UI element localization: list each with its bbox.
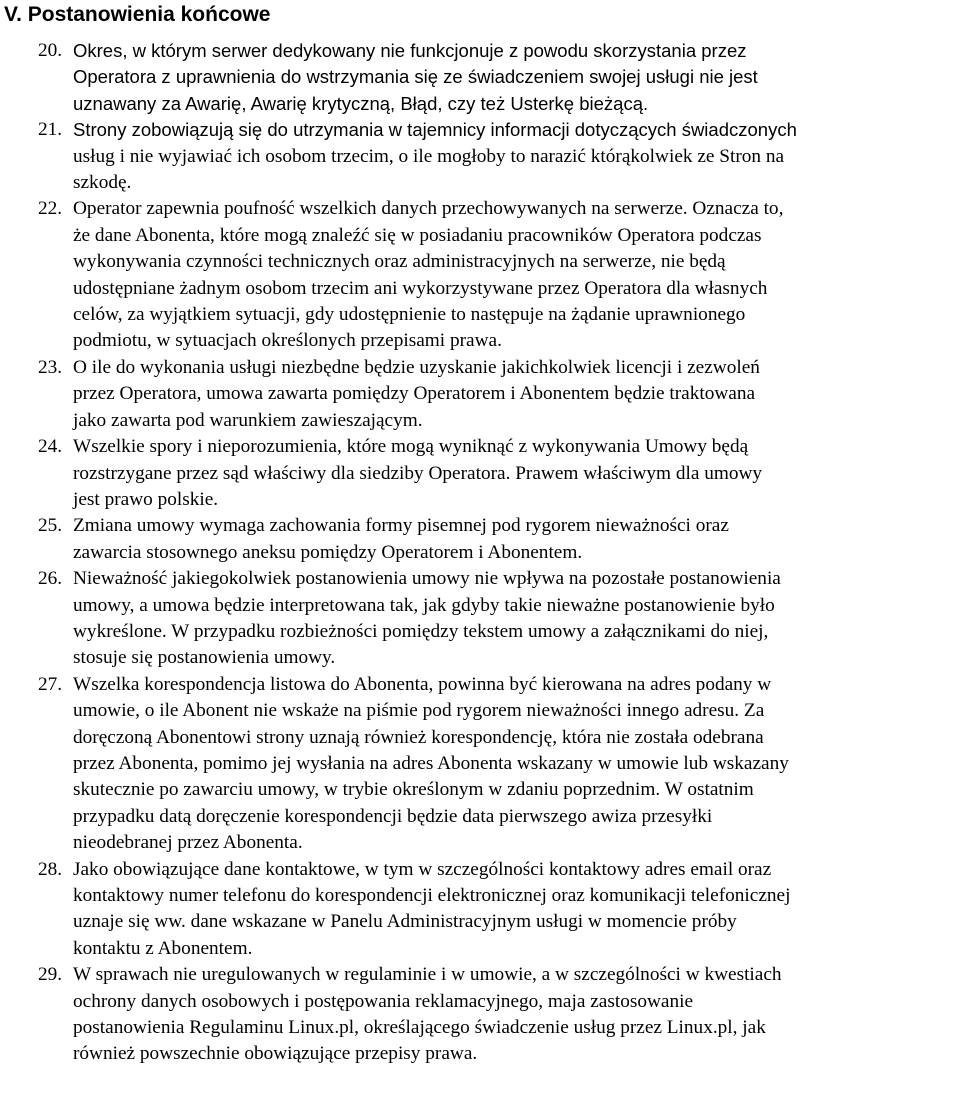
clause-line: umowy, a umowa będzie interpretowana tak, jak gdyby takie nieważne postanowienie było xyxy=(73,594,775,616)
clause-line: Jako obowiązujące dane kontaktowe, w tym w szczególności kontaktowy adres email oraz xyxy=(73,858,772,880)
clause-number: 28. xyxy=(38,858,63,880)
clause-line: zawarcia stosownego aneksu pomiędzy Operatorem i Abonentem. xyxy=(73,541,583,563)
clause-line: Wszelka korespondencja listowa do Abonenta, powinna być kierowana na adres podany w xyxy=(73,673,772,695)
clause-line: rozstrzygane przez sąd właściwy dla siedziby Operatora. Prawem właściwym dla umowy xyxy=(73,462,763,484)
clause-line: nieodebranej przez Abonenta. xyxy=(73,832,303,854)
clause-21 xyxy=(4,117,960,196)
clause-25 xyxy=(4,513,960,566)
clause-line: doręczoną Abonentowi strony uznają również korespondencję, która nie została odebrana xyxy=(73,726,764,748)
clause-line: jako zawarta pod warunkiem zawieszającym. xyxy=(73,409,423,431)
clause-20 xyxy=(4,38,960,117)
clause-line: Okres, w którym serwer dedykowany nie funkcjonuje z powodu skorzystania przez xyxy=(73,40,747,61)
clause-line: przypadku datą doręczenie korespondencji będzie data pierwszego awiza przesyłki xyxy=(73,805,713,827)
clause-line: uznawany za Awarię, Awarię krytyczną, Błąd, czy też Usterkę bieżącą. xyxy=(73,92,649,114)
clause-number: 22. xyxy=(38,198,63,220)
clause-28 xyxy=(4,857,960,963)
clause-line: usług i nie wyjawiać ich osobom trzecim, o ile mogłoby to narazić którąkolwiek ze Stron na xyxy=(73,145,785,167)
clause-line: wykonywania czynności technicznych oraz administracyjnych na serwerze, nie będą xyxy=(73,251,726,273)
clause-number: 25. xyxy=(38,515,63,537)
clause-line: Operatora z uprawnienia do wstrzymania się ze świadczeniem swojej usługi nie jest xyxy=(73,66,758,88)
clause-number: 21. xyxy=(38,119,63,141)
clause-line: postanowienia Regulaminu Linux.pl, określającego świadczenie usług przez Linux.pl, jak xyxy=(73,1017,766,1039)
clause-line: stosuje się postanowienia umowy. xyxy=(73,647,336,669)
clause-line: udostępniane żadnym osobom trzecim ani wykorzystywane przez Operatora dla własnych xyxy=(73,277,768,299)
clause-line: przez Operatora, umowa zawarta pomiędzy Operatorem i Abonentem będzie traktowana xyxy=(73,383,756,405)
clause-line: Nieważność jakiegokolwiek postanowienia umowy nie wpływa na pozostałe postanowienia xyxy=(73,568,781,590)
clause-number: 20. xyxy=(38,40,63,61)
clause-number: 29. xyxy=(38,964,63,986)
clause-line: kontaktu z Abonentem. xyxy=(73,937,253,959)
clause-line: jest prawo polskie. xyxy=(73,488,219,510)
clause-line: umowie, o ile Abonent nie wskaże na piśmie pod rygorem nieważności innego adresu. Za xyxy=(73,700,765,722)
clause-27 xyxy=(4,672,960,857)
clause-line: Wszelkie spory i nieporozumienia, które mogą wyniknąć z wykonywania Umowy będą xyxy=(73,436,749,458)
clause-line: przez Abonenta, pomimo jej wysłania na adres Abonenta wskazany w umowie lub wskazany xyxy=(73,752,789,774)
clause-line: że dane Abonenta, które mogą znaleźć się w posiadaniu pracowników Operatora podczas xyxy=(73,224,762,246)
clause-number: 26. xyxy=(38,568,63,590)
clause-number: 24. xyxy=(38,436,63,458)
clause-line: ochrony danych osobowych i postępowania reklamacyjnego, maja zastosowanie xyxy=(73,990,694,1012)
clause-line: Strony zobowiązują się do utrzymania w tajemnicy informacji dotyczących świadczonych xyxy=(73,119,797,141)
clause-23 xyxy=(4,355,960,434)
clause-line: W sprawach nie uregulowanych w regulaminie i w umowie, a w szczególności w kwestiach xyxy=(73,964,782,986)
clause-line: szkodę. xyxy=(73,172,132,194)
clause-29 xyxy=(4,962,960,1068)
clause-line: celów, za wyjątkiem sytuacji, gdy udostępnienie to następuje na żądanie uprawnionego xyxy=(73,304,746,326)
clause-line: wykreślone. W przypadku rozbieżności pomiędzy tekstem umowy a załącznikami do niej, xyxy=(73,620,769,642)
section-heading: V. Postanowienia końcowe xyxy=(4,3,271,26)
clause-line: kontaktowy numer telefonu do korespondencji elektronicznej oraz komunikacji telefonicznej xyxy=(73,885,791,906)
clause-26 xyxy=(4,566,960,672)
clause-line: również powszechnie obowiązujące przepisy prawa. xyxy=(73,1043,478,1065)
clause-number: 27. xyxy=(38,673,63,695)
clause-22 xyxy=(4,196,960,354)
clause-line: Zmiana umowy wymaga zachowania formy pisemnej pod rygorem nieważności oraz xyxy=(73,515,729,537)
clause-line: uznaje się ww. dane wskazane w Panelu Administracyjnym usługi w momencie próby xyxy=(73,911,737,933)
clause-24 xyxy=(4,434,960,513)
clause-number: 23. xyxy=(38,356,63,378)
clause-line: Operator zapewnia poufność wszelkich danych przechowywanych na serwerze. Oznacza to, xyxy=(73,198,784,220)
document-page xyxy=(4,0,960,1068)
clause-line: skutecznie po zawarciu umowy, w trybie określonym w zdaniu poprzednim. W ostatnim xyxy=(73,779,754,801)
clause-line: podmiotu, w sytuacjach określonych przepisami prawa. xyxy=(73,330,502,352)
clause-line: O ile do wykonania usługi niezbędne będzie uzyskanie jakichkolwiek licencji i zezwoleń xyxy=(73,356,760,378)
